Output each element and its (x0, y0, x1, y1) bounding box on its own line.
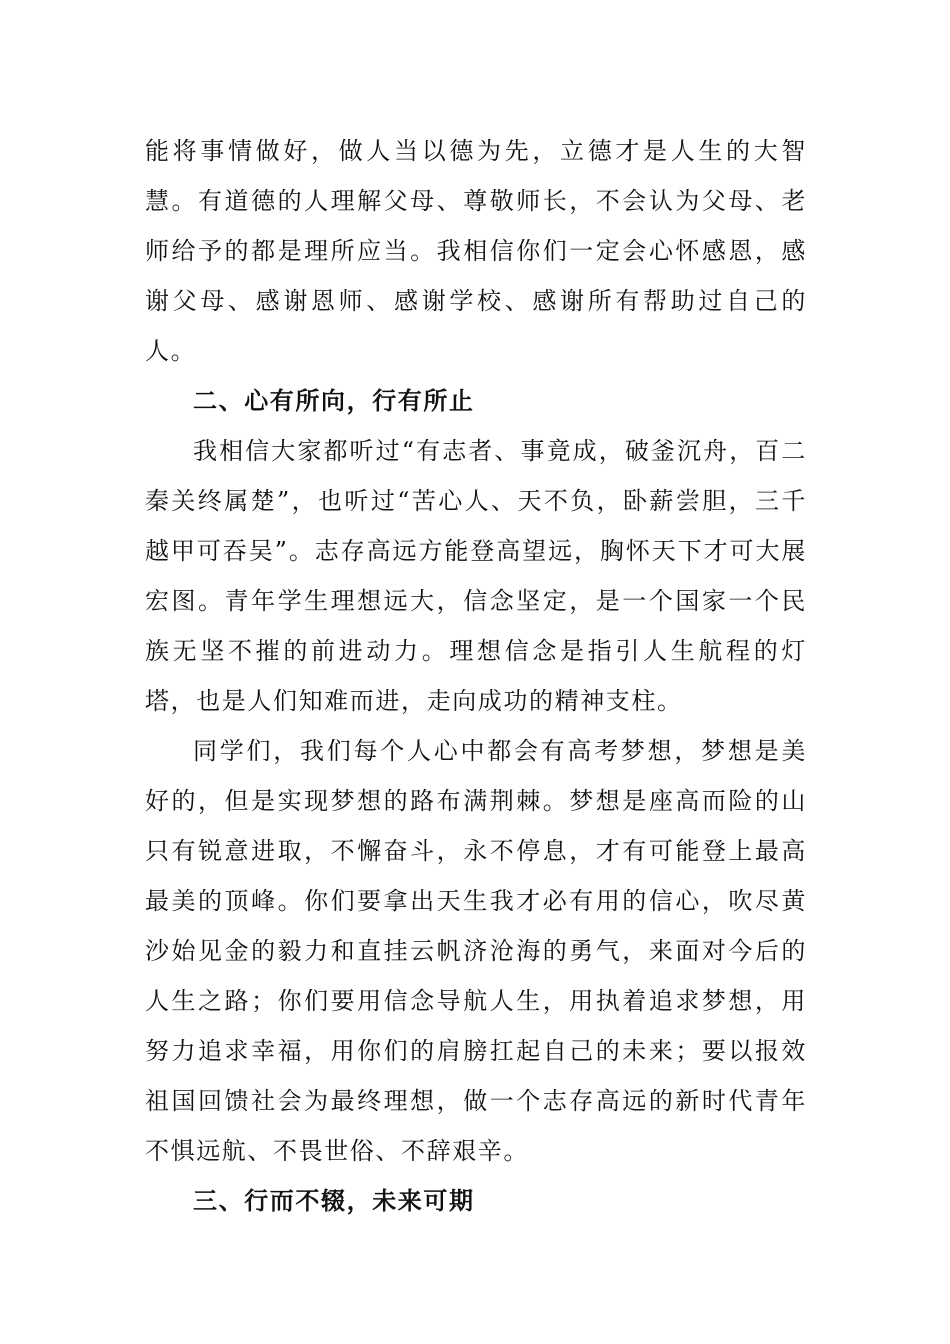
section-heading-3: 三、行而不辍，未来可期 (193, 1187, 475, 1215)
paragraph-dreams: 同学们，我们每个人心中都会有高考梦想，梦想是美好的，但是实现梦想的路布满荆棘。梦想是座高而险的山只有锐意进取，不懈奋斗，永不停息，才有可能登上最高最美的顶峰。你们要拿出天生我才必有用的信心，吹尽黄沙始见金的毅力和直挂云帆济沧海的勇气，来面对今后的人生之路；你们要用信念导航人生，用执着追求梦想，用努力追求幸福，用你们的肩膀扛起自己的未来；要以报效祖国回馈社会为最终理想，做一个志存高远的新时代青年不惧远航、不畏世俗、不辞艰辛。 (145, 737, 807, 1165)
paragraph-ideals: 我相信大家都听过“有志者、事竟成，破釜沉舟，百二秦关终属楚”，也听过“苦心人、天不负，卧薪尝胆，三千越甲可吞吴”。志存高远方能登高望远，胸怀天下才可大展宏图。青年学生理想远大，信念坚定，是一个国家一个民族无坚不摧的前进动力。理想信念是指引人生航程的灯塔，也是人们知难而进，走向成功的精神支柱。 (145, 437, 807, 715)
paragraph-continuation: 能将事情做好，做人当以德为先，立德才是人生的大智慧。有道德的人理解父母、尊敬师长，不会认为父母、老师给予的都是理所应当。我相信你们一定会心怀感恩，感谢父母、感谢恩师、感谢学校、感谢所有帮助过自己的人。 (145, 137, 807, 365)
document-page (145, 126, 807, 1226)
section-heading-2: 二、心有所向，行有所止 (193, 387, 475, 415)
